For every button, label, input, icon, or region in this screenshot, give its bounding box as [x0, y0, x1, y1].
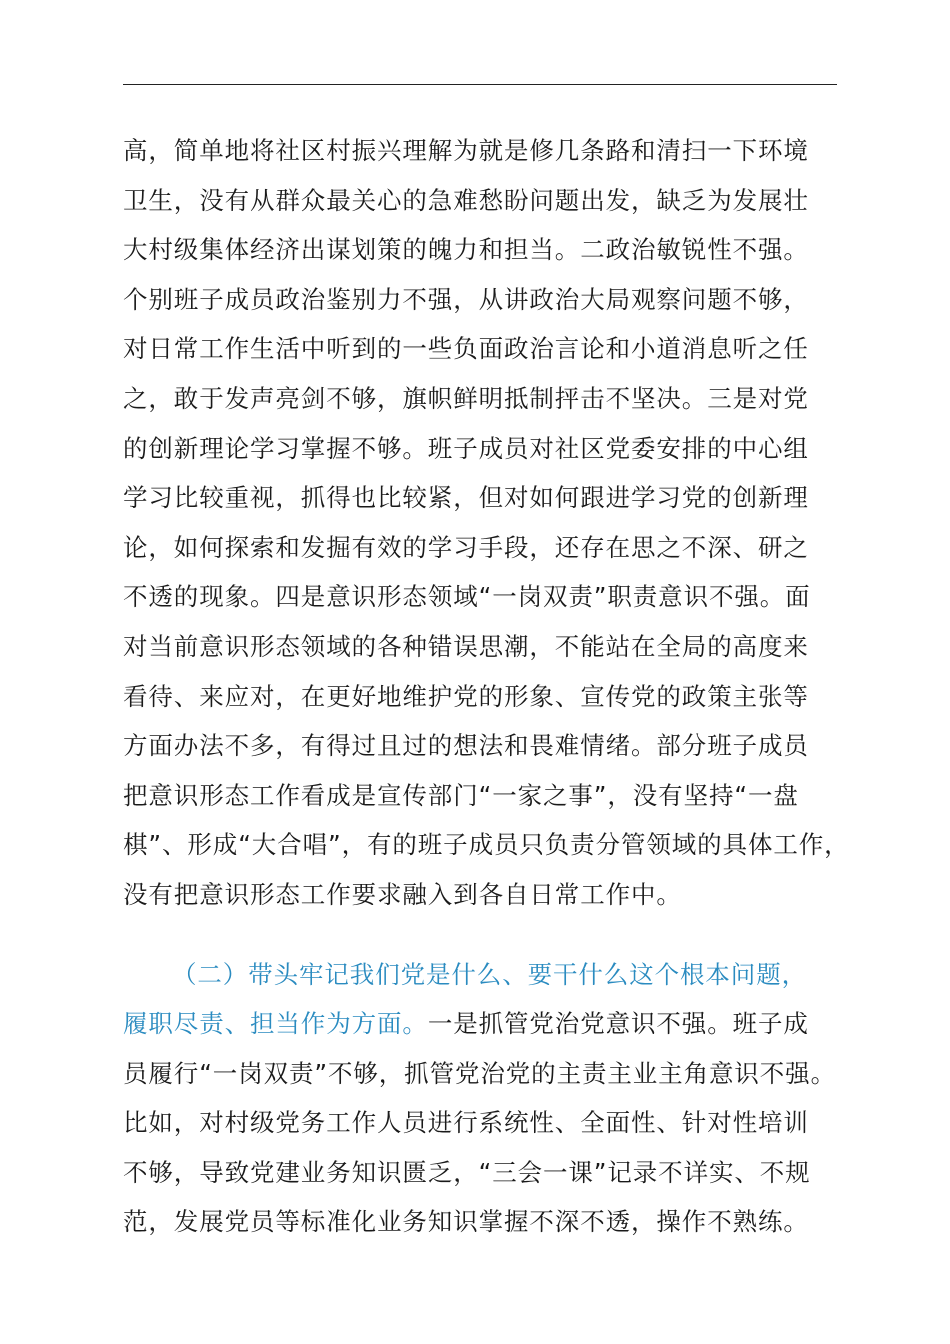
- paragraph-line: 不够，导致党建业务知识匮乏，“三会一课”记录不详实、不规: [123, 1157, 811, 1187]
- section-heading-line: （二）带头牢记我们党是什么、要干什么这个根本问题，: [172, 959, 807, 989]
- paragraph-duty-performance: [123, 950, 843, 1248]
- paragraph-line: 卫生，没有从群众最关心的急难愁盼问题出发，缺乏为发展壮: [123, 185, 809, 215]
- paragraph-political-issues: [123, 126, 850, 920]
- paragraph-line-rest: 一是抓管党治党意识不强。班子成: [427, 1009, 809, 1039]
- paragraph-line: 的创新理论学习掌握不够。班子成员对社区党委安排的中心组: [123, 433, 809, 463]
- paragraph-line: 个别班子成员政治鉴别力不强，从讲政治大局观察问题不够，: [123, 284, 809, 314]
- paragraph-line: 棋”、形成“大合唱”，有的班子成员只负责分管领域的具体工作，: [123, 830, 850, 860]
- paragraph-line: 对日常工作生活中听到的一些负面政治言论和小道消息听之任: [123, 334, 809, 364]
- paragraph-line: 比如，对村级党务工作人员进行系统性、全面性、针对性培训: [123, 1108, 809, 1138]
- paragraph-line: 对当前意识形态领域的各种错误思潮，不能站在全局的高度来: [123, 631, 809, 661]
- header-rule: [123, 84, 837, 85]
- paragraph-line: 范，发展党员等标准化业务知识掌握不深不透，操作不熟练。: [123, 1207, 809, 1237]
- paragraph-line: 不透的现象。四是意识形态领域“一岗双责”职责意识不强。面: [123, 582, 811, 612]
- paragraph-line: 高，简单地将社区村振兴理解为就是修几条路和清扫一下环境: [123, 136, 809, 165]
- paragraph-line: [123, 999, 843, 1049]
- section-heading-tail: 履职尽责、担当作为方面。: [123, 1009, 428, 1039]
- paragraph-line: 大村级集体经济出谋划策的魄力和担当。二政治敏锐性不强。: [123, 235, 809, 265]
- paragraph-line: 之，敢于发声亮剑不够，旗帜鲜明抵制抨击不坚决。三是对党: [123, 383, 809, 413]
- paragraph-line: 把意识形态工作看成是宣传部门“一家之事”，没有坚持“一盘: [123, 780, 799, 810]
- paragraph-line: 没有把意识形态工作要求融入到各自日常工作中。: [123, 879, 682, 909]
- paragraph-line: 论，如何探索和发掘有效的学习手段，还存在思之不深、研之: [123, 532, 809, 562]
- paragraph-line: 学习比较重视，抓得也比较紧，但对如何跟进学习党的创新理: [123, 483, 809, 513]
- paragraph-line: 方面办法不多，有得过且过的想法和畏难情绪。部分班子成员: [123, 731, 809, 761]
- paragraph-line: 员履行“一岗双责”不够，抓管党治党的主责主业主角意识不强。: [123, 1058, 836, 1088]
- document-body: [123, 126, 850, 1247]
- paragraph-line: 看待、来应对，在更好地维护党的形象、宣传党的政策主张等: [123, 681, 809, 711]
